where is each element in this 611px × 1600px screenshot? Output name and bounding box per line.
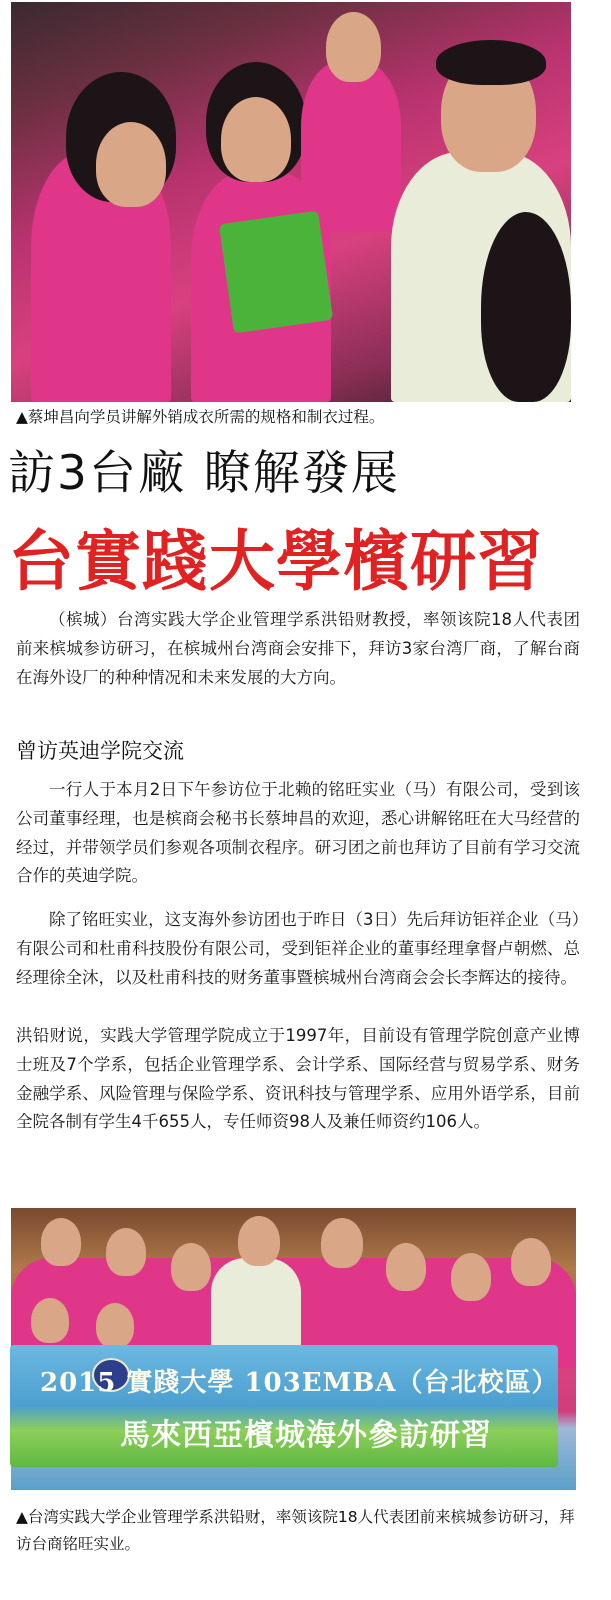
person-face [238, 1216, 280, 1266]
person-face [321, 1218, 363, 1268]
person-face [326, 12, 381, 82]
person-face [106, 1228, 146, 1276]
person-face [171, 1243, 211, 1291]
person-face [511, 1238, 551, 1286]
person-face [221, 97, 291, 182]
person-face [96, 122, 166, 207]
photo-caption-top: ▲蔡坤昌向学员讲解外销成衣所需的规格和制衣过程。 [16, 408, 385, 426]
person-face [41, 1218, 81, 1266]
person-face [31, 1298, 69, 1343]
article-subheading: 曾访英迪学院交流 [16, 739, 184, 763]
person-face [451, 1253, 491, 1301]
article-intro-paragraph: （槟城）台湾实践大学企业管理学系洪铅财教授，率领该院18人代表团前来槟城参访研习，在槟城州台湾商会安排下，拜访3家台湾厂商，了解台商在海外设厂的种种情况和未来发展的大方向。 [16, 610, 580, 687]
banner-text: 2015 實踐大學 103EMBA（台北校區） [40, 1368, 559, 1398]
person-face [96, 1303, 134, 1348]
person-hair [436, 40, 546, 85]
headline-main: 台實踐大學檳研習 [8, 523, 544, 600]
banner-text-secondary: 馬來西亞檳城海外參訪研習 [120, 1418, 492, 1453]
person-shirt [301, 62, 401, 232]
photo-factory-visit [11, 2, 571, 402]
photo-caption-bottom: ▲台湾实践大学企业管理学系洪铅财，率领该院18人代表团前来槟城参访研习，拜访台商铭旺实业。 [16, 1508, 575, 1553]
article-paragraph: 洪铅财说，实践大学管理学院成立于1997年，目前设有管理学院创意产业博士班及7个学系，包括企业管理学系、会计学系、国际经营与贸易学系、财务金融学系、风险管理与保险学系、资讯科技与管理学系、应用外语学系，目前全院各制有学生4千655人，专任师资98人及兼任师资约106人。 [16, 1026, 580, 1132]
article-paragraph: 除了铭旺实业，这支海外参访团也于昨日（3日）先后拜访钜祥企业（马）有限公司和杜甫科技股份有限公司，受到钜祥企业的董事经理拿督卢朝燃、总经理徐全沐，以及杜甫科技的财务董事暨槟城州台湾商会会长李辉达的接待。 [16, 910, 580, 987]
person-hair [481, 212, 571, 402]
headline-kicker: 訪3台廠 瞭解發展 [8, 446, 400, 501]
person-face [386, 1243, 426, 1291]
person-shirt-white [211, 1258, 301, 1348]
article-paragraph: 一行人于本月2日下午参访位于北赖的铭旺实业（马）有限公司，受到该公司董事经理，也是槟商会秘书长蔡坤昌的欢迎，悉心讲解铭旺在大马经营的经过，并带领学员们参观各项制衣程序。研习团之前也拜访了目前有学习交流合作的英迪学院。 [16, 780, 580, 886]
green-bag [219, 211, 333, 334]
